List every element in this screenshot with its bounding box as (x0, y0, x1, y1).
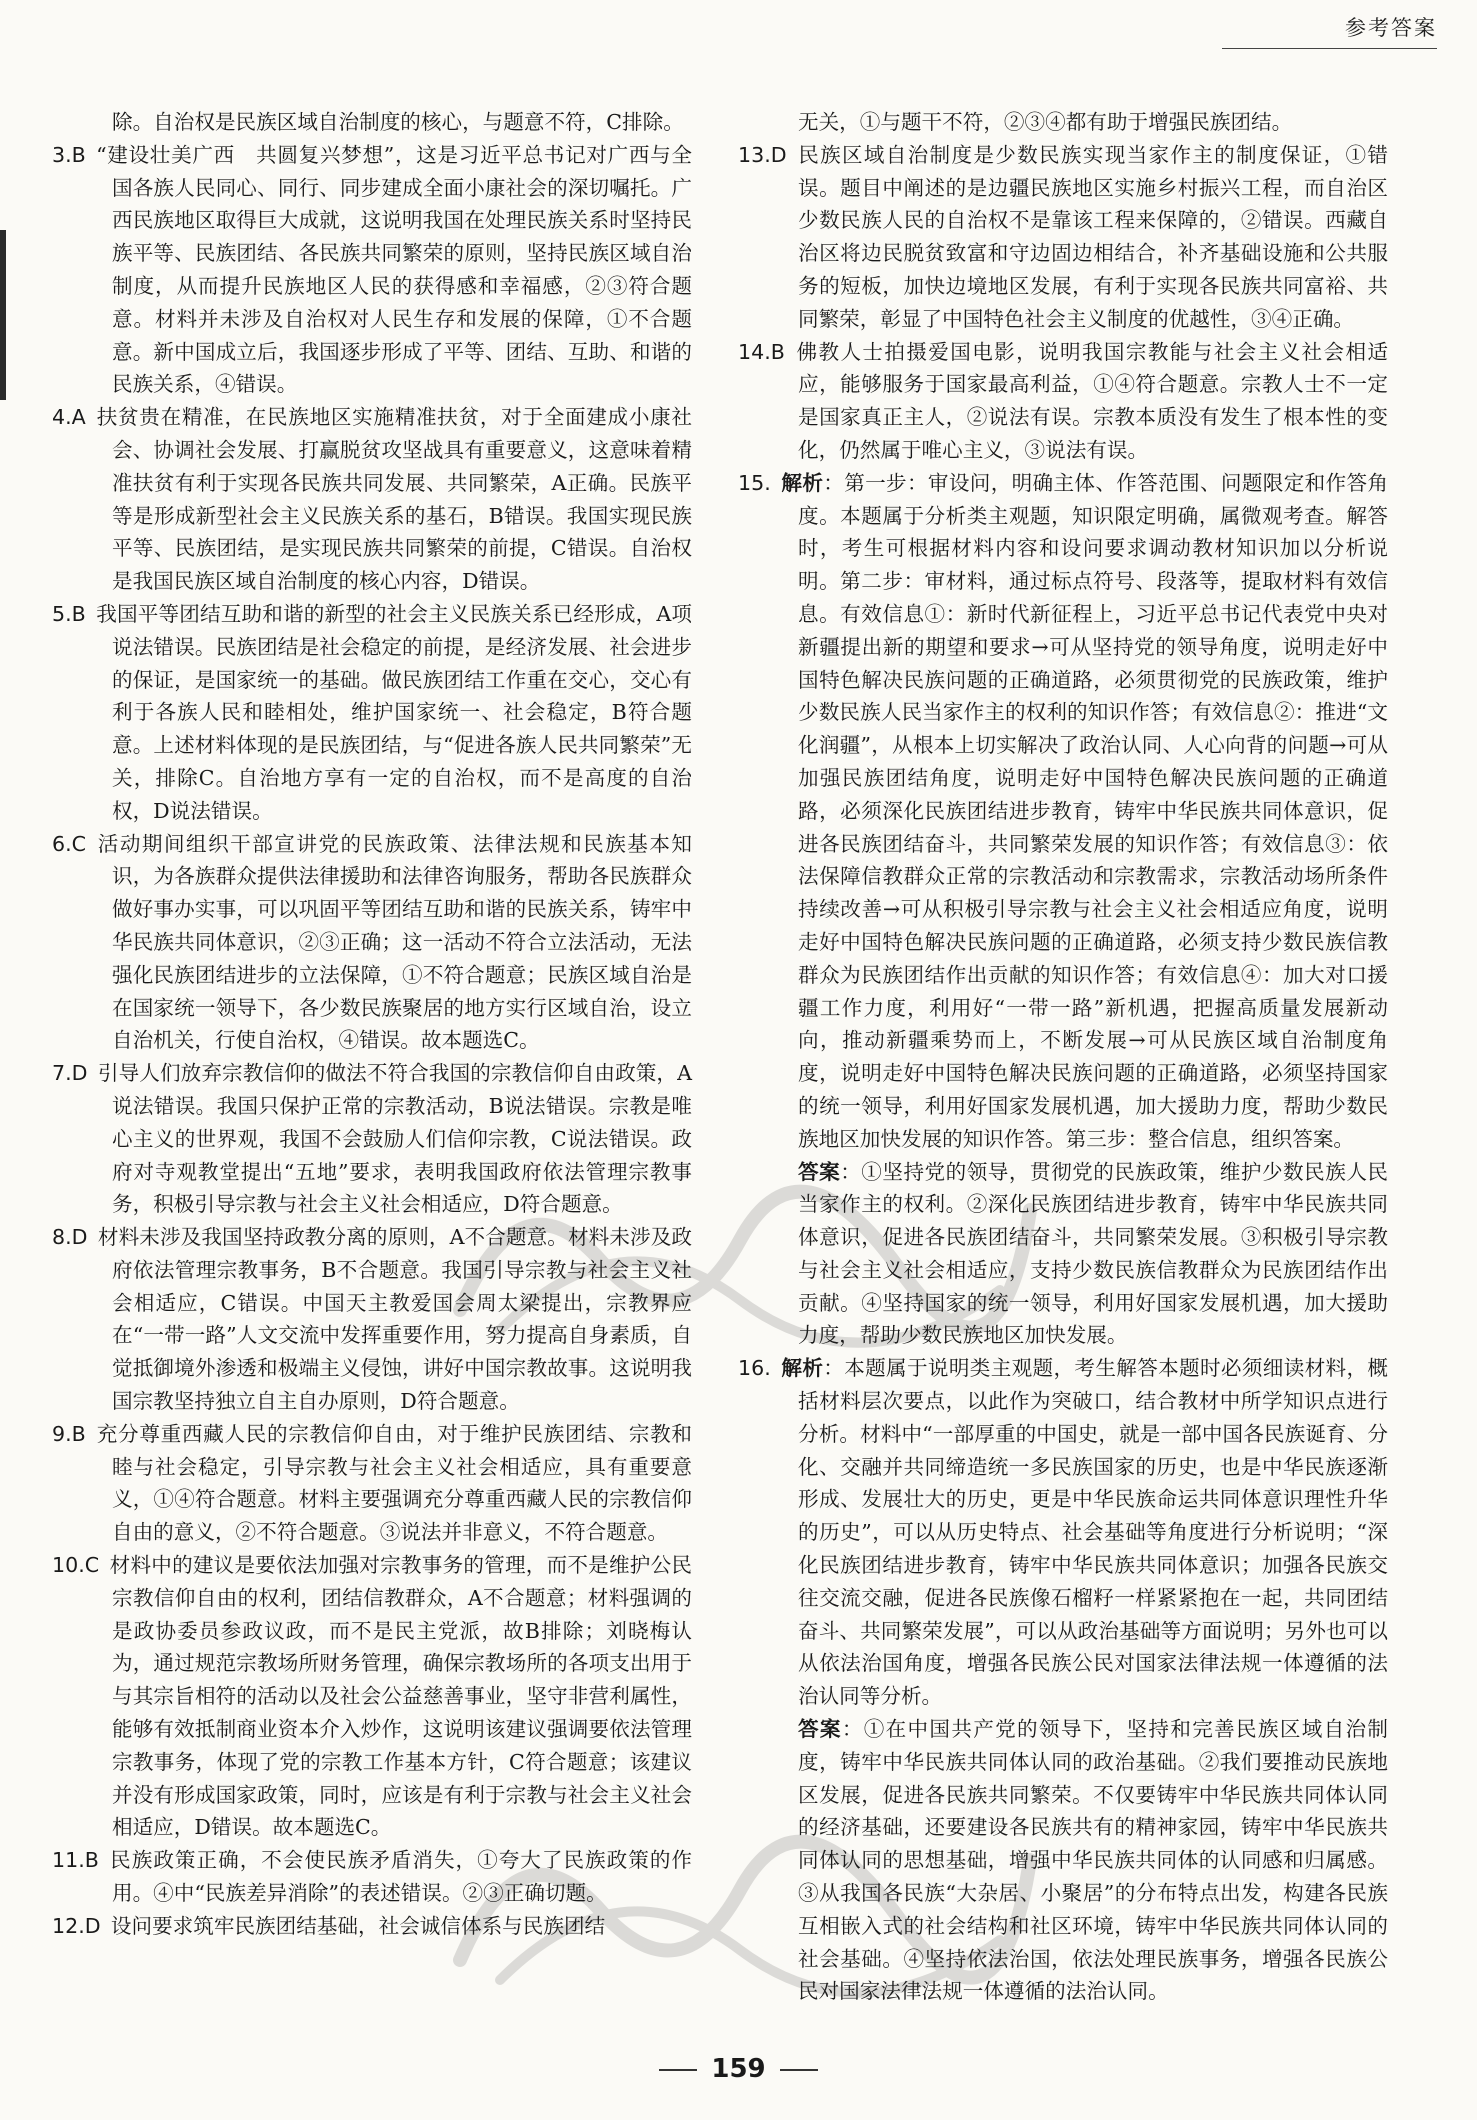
question-number: 15. (738, 470, 771, 495)
answer-text: 材料中的建议是要依法加强对宗教事务的管理，而不是维护公民宗教信仰自由的权利，团结信教群众，A不合题意；材料强调的是政协委员参政议政，而不是民主党派，故B排除；刘晓梅认为，通过规范宗教场所财务管理，确保宗教场所的各项支出用于与其宗旨相符的活动以及社会公益慈善事业，坚守非营利属性，能够有效抵制商业资本介入炒作，这说明该建议强调要依法管理宗教事务，体现了党的宗教工作基本方针，C符合题意；该建议并没有形成国家政策，同时，应该是有利于宗教与社会主义社会相适应，D错误。故本题选C。 (109, 1553, 692, 1840)
answer-text: 民族区域自治制度是少数民族实现当家作主的制度保证，①错误。题目中阐述的是边疆民族地区实施乡村振兴工程，而自治区少数民族人民的自治权不是靠该工程来保障的，②错误。西藏自治区将边民脱贫致富和守边固边相结合，补齐基础设施和公共服务的短板，加快边境地区发展，有利于实现各民族共同富裕、共同繁荣，彰显了中国特色社会主义制度的优越性，③④正确。 (796, 142, 1388, 331)
answer-text: 除。自治权是民族区域自治制度的核心，与题意不符，C排除。 (112, 110, 684, 134)
answer-text: ：①坚持党的领导，贯彻党的民族政策，维护少数民族人民当家作主的权利。②深化民族团结进步教育，铸牢中华民族共同体意识，促进各民族团结奋斗，共同繁荣发展。③积极引导宗教与社会主义社会相适应，支持少数民族信教群众为民族团结作出贡献。④坚持国家的统一领导，利用好国家发展机遇，加大援助力度，帮助少数民族地区加快发展。 (798, 1159, 1389, 1348)
answer-item (738, 1352, 1388, 1713)
header-rule (1222, 48, 1437, 49)
question-number: 11.B (52, 1848, 99, 1873)
answer-text: 活动期间组织干部宣讲党的民族政策、法律法规和民族基本知识，为各族群众提供法律援助和法律咨询服务，帮助各民族群众做好事办实事，可以巩固平等团结互助和谐的民族关系，铸牢中华民族共同体意识，②③正确；这一活动不符合立法活动，无法强化民族团结进步的立法保障，①不符合题意；民族区域自治是在国家统一领导下，各少数民族聚居的地方实行区域自治，设立自治机关，行使自治权，④错误。故本题选C。 (96, 831, 692, 1053)
right-column (738, 106, 1388, 2008)
answer-item (52, 1910, 692, 1943)
answer-block (738, 1156, 1388, 1353)
question-number: 7.D (52, 1061, 88, 1086)
answer-text: 设问要求筑牢民族团结基础，社会诚信体系与民族团结 (110, 1913, 606, 1938)
answer-item (738, 139, 1388, 336)
answer-text: ：①在中国共产党的领导下，坚持和完善民族区域自治制度，铸牢中华民族共同体认同的政治基础。②我们要推动民族地区发展，促进各民族共同繁荣。不仅要铸牢中华民族共同体认同的经济基础，还要建设各民族共有的精神家园，铸牢中华民族共同体认同的思想基础，增强中华民族共同体的认同感和归属感。③从我国各民族“大杂居、小聚居”的分布特点出发，构建各民族互相嵌入式的社会结构和社区环境，铸牢中华民族共同体认同的社会基础。④坚持依法治国，依法处理民族事务，增强各民族公民对国家法律法规一体遵循的法治认同。 (798, 1717, 1389, 2004)
answer-item (52, 1549, 692, 1844)
question-number: 4.A (52, 405, 86, 430)
question-number: 6.C (52, 831, 87, 856)
answer-item (52, 1418, 692, 1549)
answer-block (738, 1713, 1388, 2008)
answer-text: 充分尊重西藏人民的宗教信仰自由，对于维护民族团结、宗教和睦与社会稳定，引导宗教与社会主义社会相适应，具有重要意义，①④符合题意。材料主要强调充分尊重西藏人民的宗教信仰自由的意义，②不符合题意。③说法并非意义，不符合题意。 (96, 1421, 692, 1545)
answer-text: 材料未涉及我国坚持政教分离的原则，A不合题意。材料未涉及政府依法管理宗教事务，B不合题意。我国引导宗教与社会主义社会相适应，C错误。中国天主教爱国会周太梁提出，宗教界应在“一带一路”人文交流中发挥重要作用，努力提高自身素质，自觉抵御境外渗透和极端主义侵蚀，讲好中国宗教故事。这说明我国宗教坚持独立自主自办原则，D符合题意。 (97, 1225, 692, 1414)
footer-dash-right (780, 2069, 818, 2071)
footer-dash-left (659, 2069, 697, 2071)
running-header: 参考答案 (1345, 16, 1437, 40)
answer-item (52, 401, 692, 598)
question-number: 16. (738, 1356, 771, 1381)
page-footer (0, 2054, 1477, 2084)
answer-text: ：第一步：审设问，明确主体、作答范围、问题限定和作答角度。本题属于分析类主观题，知识限定明确，属微观考查。解答时，考生可根据材料内容和设问要求调动教材知识加以分析说明。第二步：审材料，通过标点符号、段落等，提取材料有效信息。有效信息①：新时代新征程上，习近平总书记代表党中央对新疆提出新的期望和要求→可从坚持党的领导角度，说明走好中国特色解决民族问题的正确道路，必须贯彻党的民族政策，维护少数民族人民当家作主的权利的知识作答；有效信息②：推进“文化润疆”，从根本上切实解决了政治认同、人心向背的问题→可从加强民族团结角度，说明走好中国特色解决民族问题的正确道路，必须深化民族团结进步教育，铸牢中华民族共同体意识，促进各民族团结奋斗，共同繁荣发展的知识作答；有效信息③：依法保障信教群众正常的宗教活动和宗教需求，宗教活动场所条件持续改善→可从积极引导宗教与社会主义社会相适应角度，说明走好中国特色解决民族问题的正确道路，必须支持少数民族信教群众为民族团结作出贡献的知识作答；有效信息④：加大对口援疆工作力度，利用好“一带一路”新机遇，把握高质量发展新动向，推动新疆乘势而上，不断发展→可从民族区域自治制度角度，说明走好中国特色解决民族问题的正确道路，必须坚持国家的统一领导，利用好国家发展机遇，加大援助力度，帮助少数民族地区加快发展的知识作答。第三步：整合信息，组织答案。 (798, 470, 1389, 1151)
answer-item (52, 598, 692, 828)
answer-text: 无关，①与题干不符，②③④都有助于增强民族团结。 (798, 110, 1293, 134)
question-number: 10.C (52, 1553, 100, 1578)
answer-text: 佛教人士拍摄爱国电影，说明我国宗教能与社会主义社会相适应，能够服务于国家最高利益，①④符合题意。宗教人士不一定是国家真正主人，②说法有误。宗教本质没有发生了根本性的变化，仍然属于唯心主义，③说法有误。 (795, 339, 1388, 462)
question-number: 8.D (52, 1225, 88, 1250)
answer-text: 扶贫贵在精准，在民族地区实施精准扶贫，对于全面建成小康社会、协调社会发展、打赢脱贫攻坚战具有重要意义，这意味着精准扶贫有利于实现各民族共同发展、共同繁荣，A正确。民族平等是形成新型社会主义民族关系的基石，B错误。我国实现民族平等、民族团结，是实现民族共同繁荣的前提，C错误。自治权是我国民族区域自治制度的核心内容，D错误。 (96, 405, 692, 594)
question-number: 3.B (52, 142, 86, 167)
question-number: 12.D (52, 1913, 101, 1938)
answer-text: 我国平等团结互助和谐的新型的社会主义民族关系已经形成，A项说法错误。民族团结是社会稳定的前提，是经济发展、社会进步的保证，是国家统一的基础。做民族团结工作重在交心，交心有利于各族人民和睦相处，维护国家统一、社会稳定，B符合题意。上述材料体现的是民族团结，与“促进各族人民共同繁荣”无关，排除C。自治地方享有一定的自治权，而不是高度的自治权，D说法错误。 (96, 601, 692, 823)
answer-text: 引导人们放弃宗教信仰的做法不符合我国的宗教信仰自由政策，A说法错误。我国只保护正常的宗教活动，B说法错误。宗教是唯心主义的世界观，我国不会鼓励人们信仰宗教，C说法错误。政府对寺观教堂提出“五地”要求，表明我国政府依法管理宗教事务，积极引导宗教与社会主义社会相适应，D符合题意。 (97, 1061, 692, 1217)
question-number: 5.B (52, 601, 86, 626)
continued-text (52, 106, 692, 139)
question-number: 9.B (52, 1421, 86, 1446)
answer-text: “建设壮美广西 共圆复兴梦想”，这是习近平总书记对广西与全国各族人民同心、同行、同步建成全面小康社会的深切嘱托。广西民族地区取得巨大成就，这说明我国在处理民族关系时坚持民族平等、民族团结、各民族共同繁荣的原则，坚持民族区域自治制度，从而提升民族地区人民的获得感和幸福感，②③符合题意。材料并未涉及自治权对人民生存和发展的保障，①不合题意。新中国成立后，我国逐步形成了平等、团结、互助、和谐的民族关系，④错误。 (96, 142, 692, 397)
answer-item (52, 828, 692, 1058)
binding-mark (0, 230, 6, 400)
question-number: 14.B (738, 339, 785, 364)
answer-item (738, 336, 1388, 467)
answer-item (52, 139, 692, 401)
page-number: 159 (711, 2054, 766, 2084)
answer-text: ：本题属于说明类主观题，考生解答本题时必须细读材料，概括材料层次要点，以此作为突破口，结合教材中所学知识点进行分析。材料中“一部厚重的中国史，就是一部中国各民族诞育、分化、交融并共同缔造统一多民族国家的历史，也是中华民族逐渐形成、发展壮大的历史，更是中华民族命运共同体意识理性升华的历史”，可以从历史特点、社会基础等角度进行分析说明；“深化民族团结进步教育，铸牢中华民族共同体意识；加强各民族交往交流交融，促进各民族像石榴籽一样紧紧抱在一起，共同团结奋斗、共同繁荣发展”，可以从政治基础等方面说明；另外也可以从依法治国角度，增强各民族公民对国家法律法规一体遵循的法治认同等分析。 (798, 1356, 1389, 1709)
answer-label: 答案 (798, 1159, 841, 1184)
answer-item (52, 1057, 692, 1221)
answer-label: 答案 (798, 1717, 842, 1742)
answer-text: 民族政策正确，不会使民族矛盾消失，①夸大了民族政策的作用。④中“民族差异消除”的表述错误。②③正确切题。 (109, 1848, 692, 1906)
answer-item (52, 1844, 692, 1910)
analysis-label: 解析 (781, 1356, 824, 1381)
question-number: 13.D (738, 142, 787, 167)
answer-item (52, 1221, 692, 1418)
answer-item (738, 467, 1388, 1156)
analysis-label: 解析 (781, 470, 824, 495)
continued-text (738, 106, 1388, 139)
left-column (52, 106, 692, 1943)
